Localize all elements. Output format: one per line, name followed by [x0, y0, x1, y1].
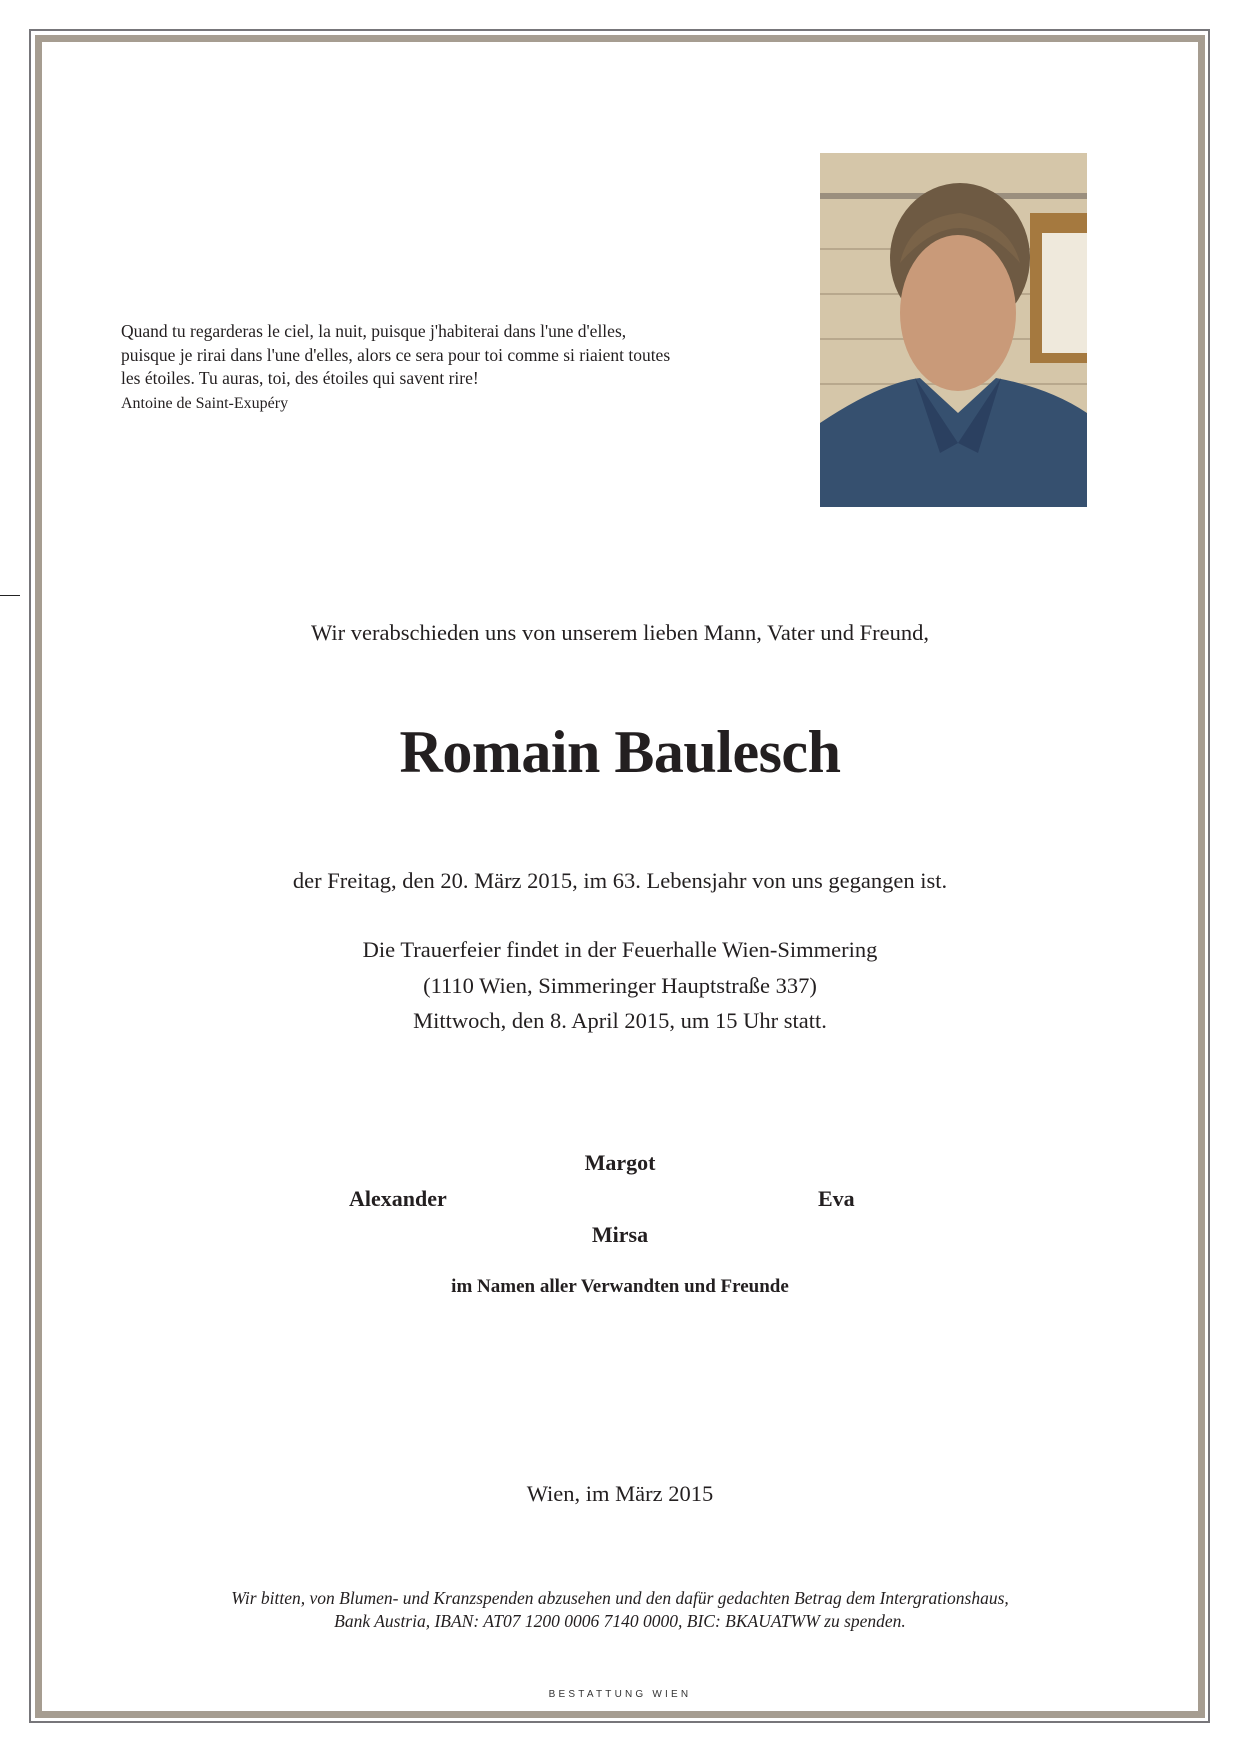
portrait-image-icon	[820, 153, 1087, 507]
death-notice: der Freitag, den 20. März 2015, im 63. Lebensjahr von uns gegangen ist.	[292, 868, 948, 893]
intro-text: Wir verabschieden uns von unserem lieben Mann, Vater und Freund,	[311, 620, 929, 645]
portrait-photo	[820, 153, 1087, 507]
quote-line: les étoiles. Tu auras, toi, des étoiles qui savent rire!	[121, 368, 479, 388]
on-behalf-text: im Namen aller Verwandten und Freunde	[451, 1276, 789, 1297]
ceremony-details	[0, 932, 1240, 1039]
mourner-alexander: Alexander	[349, 1186, 447, 1211]
donation-line: Wir bitten, von Blumen- und Kranzspenden abzusehen und den dafür gedachten Betrag dem Intergrationshaus,	[231, 1588, 1009, 1608]
quote-author: Antoine de Saint-Exupéry	[121, 394, 289, 412]
quote-line: Quand tu regarderas le ciel, la nuit, puisque j'habiterai dans l'une d'elles,	[121, 321, 627, 341]
quote-block	[121, 320, 761, 415]
ceremony-datetime: Mittwoch, den 8. April 2015, um 15 Uhr statt.	[413, 1008, 827, 1033]
undertaker-label: BESTATTUNG WIEN	[548, 1689, 692, 1700]
quote-line: puisque je rirai dans l'une d'elles, alors ce sera pour toi comme si riaient toutes	[121, 344, 671, 365]
mourner-eva: Eva	[818, 1186, 855, 1211]
ceremony-line: Die Trauerfeier findet in der Feuerhalle Wien-Simmering	[362, 937, 878, 962]
ceremony-address: (1110 Wien, Simmeringer Hauptstraße 337)	[423, 972, 817, 998]
mourner-mirsa: Mirsa	[591, 1222, 649, 1247]
crop-mark	[0, 595, 20, 596]
donation-request	[0, 1587, 1240, 1633]
donation-bank-details: Bank Austria, IBAN: AT07 1200 0006 7140 0000, BIC: BKAUATWW zu spenden.	[334, 1611, 906, 1631]
place-date: Wien, im März 2015	[526, 1481, 714, 1506]
deceased-name: Romain Baulesch	[399, 719, 841, 785]
mourner-margot: Margot	[584, 1150, 656, 1175]
